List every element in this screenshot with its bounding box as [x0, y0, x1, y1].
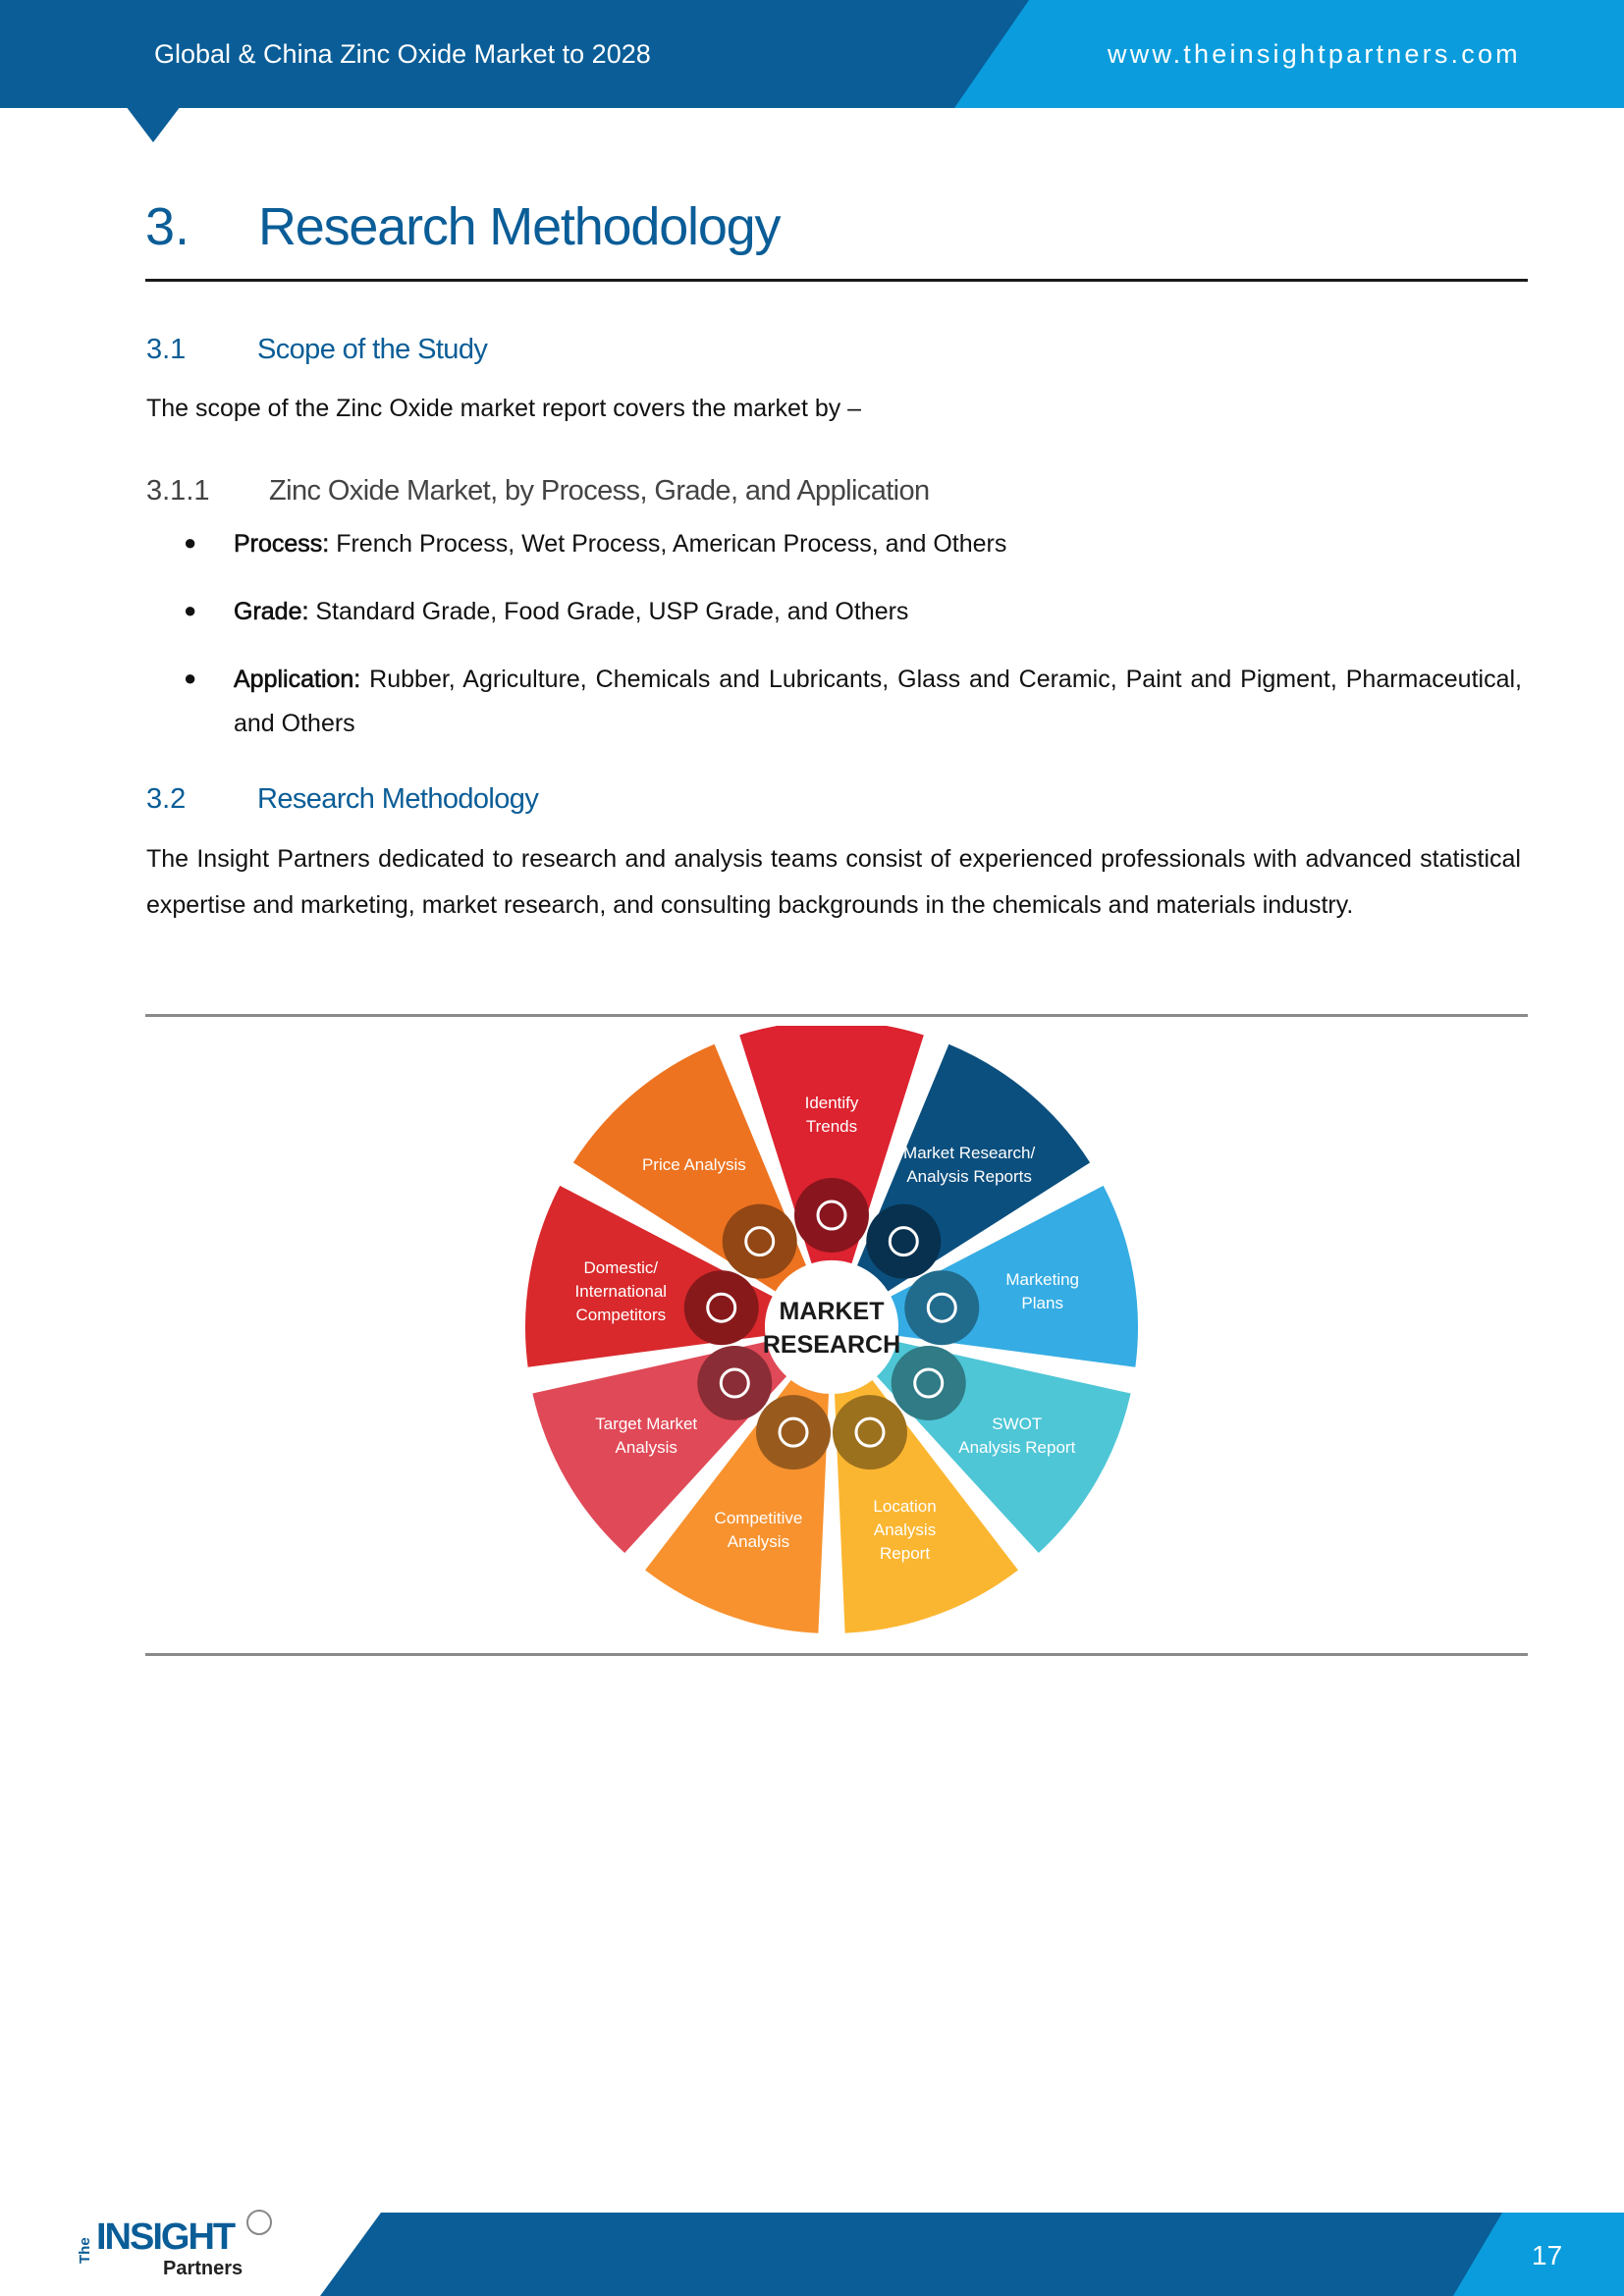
wheel-segment-label: Location — [873, 1496, 937, 1516]
hourglass-icon — [794, 1178, 869, 1253]
wheel-segment-label: Analysis — [615, 1438, 677, 1457]
wheel-segment-label: Competitive — [714, 1508, 803, 1527]
figure-top-rule — [145, 1014, 1528, 1017]
header-title: Global & China Zinc Oxide Market to 2028 — [154, 39, 651, 69]
logo-wordmark: INSIGHT — [96, 2216, 235, 2258]
bullet-application — [234, 658, 1522, 746]
bullet-label: Process: — [234, 530, 330, 558]
title-rule — [145, 279, 1528, 282]
logo-the: The — [77, 2237, 93, 2264]
wheel-center-label: MARKET — [779, 1298, 885, 1325]
wheel-segment-label: Marketing — [1005, 1270, 1080, 1290]
header-url[interactable]: www.theinsightpartners.com — [1108, 39, 1521, 69]
gears-icon — [756, 1395, 831, 1469]
header-bar — [0, 0, 1624, 147]
wheel-segment-label: Analysis Report — [958, 1438, 1076, 1457]
bullet-text: French Process, Wet Process, American Process, and Others — [329, 530, 1007, 558]
insight-partners-logo — [77, 2205, 293, 2293]
dollar-coin-icon — [723, 1204, 797, 1279]
wheel-center-label: RESEARCH — [762, 1331, 901, 1359]
people-network-icon — [684, 1270, 759, 1345]
methodology-heading: Research Methodology — [257, 783, 539, 815]
methodology-paragraph: The Insight Partners dedicated to research and analysis teams consist of experienced professionals with advanced statistical expertise and marketing, market research, and consulting backgrounds in the chemicals and materials industry. — [146, 845, 1521, 919]
logo-swoosh-icon — [242, 2205, 277, 2240]
bullet-dot: ● — [184, 666, 197, 690]
wheel-segment-label: Price Analysis — [641, 1155, 746, 1175]
subsection-heading: Zinc Oxide Market, by Process, Grade, and Application — [269, 475, 930, 507]
methodology-number: 3.2 — [146, 783, 187, 815]
subsection-number: 3.1.1 — [146, 475, 210, 507]
section-number: 3. — [145, 197, 190, 256]
bullet-dot: ● — [184, 530, 197, 555]
bullet-label: Application: — [234, 666, 361, 693]
bullet-label: Grade: — [234, 598, 309, 625]
bullet-text: Rubber, Agriculture, Chemicals and Lubricants, Glass and Ceramic, Paint and Pigment, Pharmaceutical, and Others — [234, 666, 1522, 737]
wheel-segment-label: SWOT — [992, 1415, 1043, 1433]
bullet-text: Standard Grade, Food Grade, USP Grade, and Others — [308, 598, 909, 625]
bullet-process — [234, 522, 1522, 566]
globe-search-icon — [833, 1395, 907, 1469]
wheel-segment-label: Domestic/ — [583, 1258, 659, 1278]
wheel-segment-label: Analysis Reports — [906, 1167, 1032, 1187]
scope-intro: The scope of the Zinc Oxide market report covers the market by – — [146, 395, 862, 422]
bullet-grade — [234, 590, 1522, 634]
magnifier-chart-icon — [892, 1346, 966, 1420]
figure-bottom-rule — [145, 1653, 1528, 1656]
target-icon — [697, 1346, 772, 1420]
logo-sub: Partners — [163, 2258, 244, 2279]
scope-number: 3.1 — [146, 334, 187, 365]
scope-heading: Scope of the Study — [257, 334, 488, 365]
wheel-segment-label: Trends — [805, 1117, 858, 1136]
wheel-segment-label: Analysis — [873, 1520, 937, 1539]
market-research-wheel — [517, 1026, 1146, 1649]
wheel-segment-label: International — [574, 1282, 668, 1302]
chart-trend-icon — [866, 1204, 941, 1279]
wheel-segment-label: Competitors — [575, 1306, 667, 1325]
lightbulb-dollar-icon — [904, 1270, 979, 1345]
page-title: Research Methodology — [258, 197, 781, 256]
bullet-dot: ● — [184, 598, 197, 622]
wheel-segment-label: Report — [880, 1543, 931, 1563]
wheel-segment-label: Market Research/ — [903, 1144, 1036, 1163]
wheel-segment-label: Target Market — [595, 1415, 698, 1433]
wheel-segment-label: Analysis — [727, 1531, 790, 1551]
page-number: 17 — [1532, 2240, 1563, 2270]
wheel-segment-label: Plans — [1021, 1294, 1063, 1313]
wheel-segment-label: Identify — [804, 1094, 859, 1112]
